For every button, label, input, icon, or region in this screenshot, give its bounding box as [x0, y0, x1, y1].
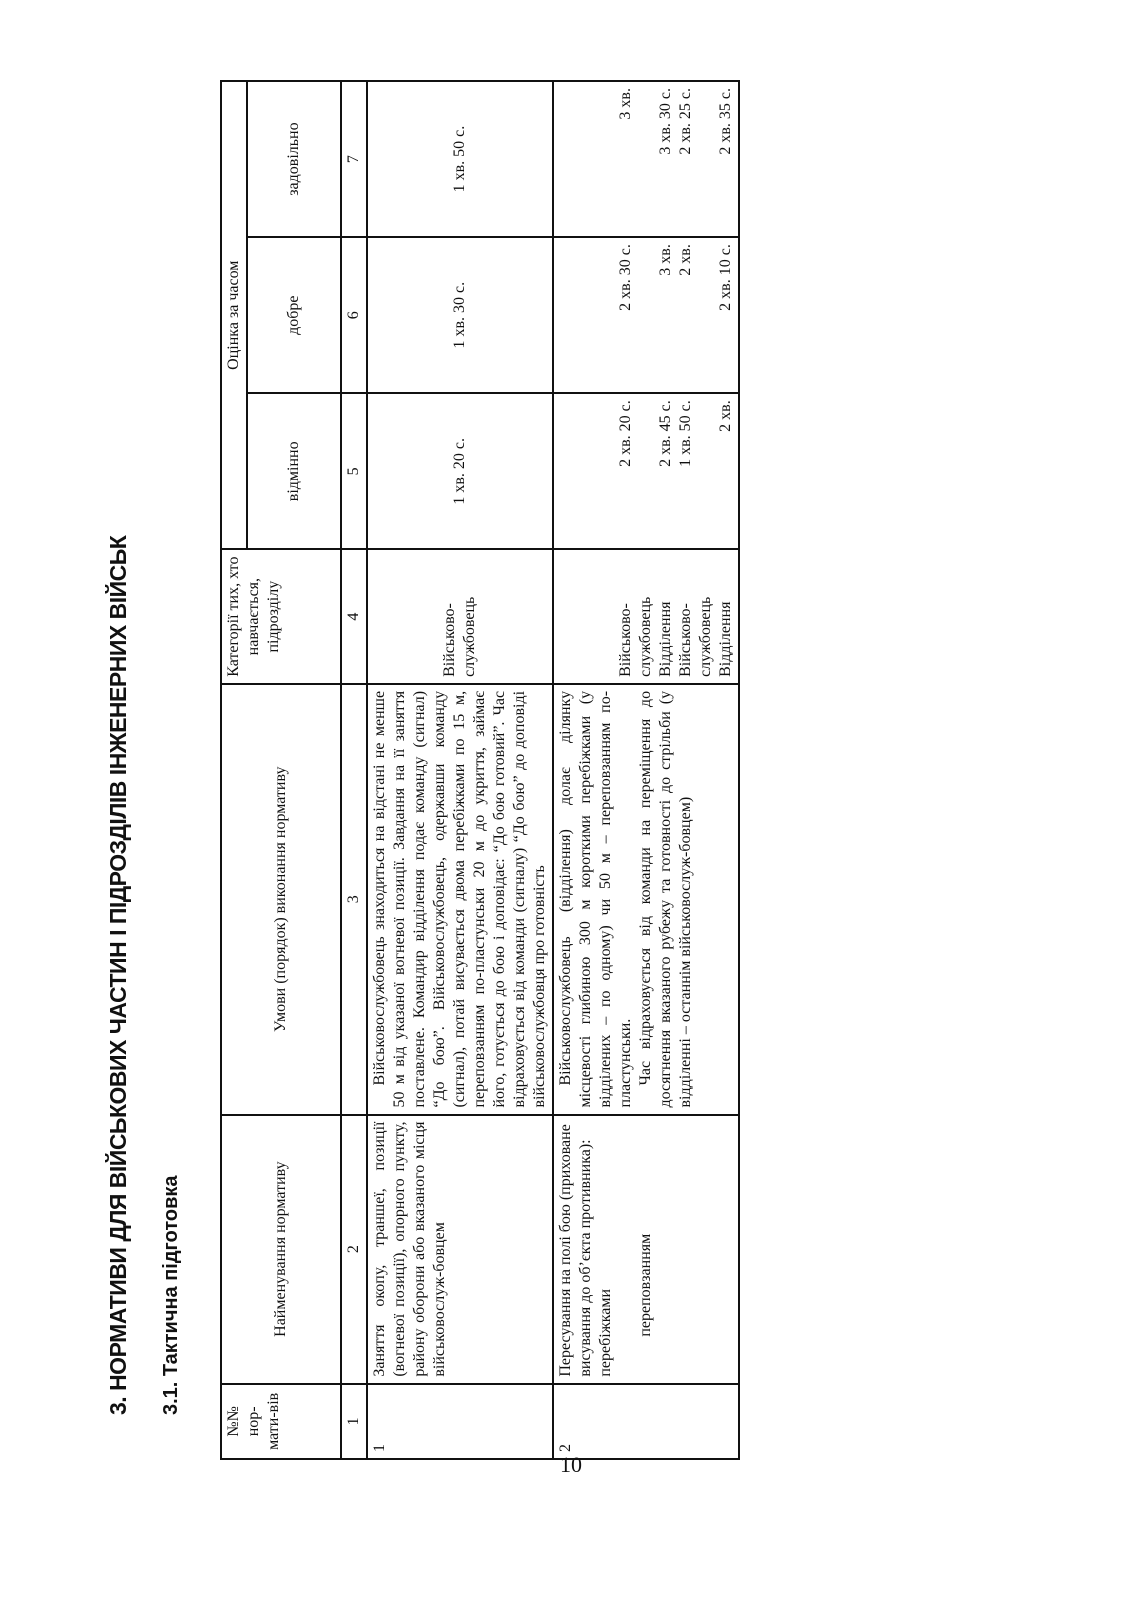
page-number: 10: [560, 1452, 582, 1477]
index-cell: 3: [341, 684, 367, 1115]
row-good: 1 хв. 30 с.: [367, 237, 553, 393]
row-conditions: Військовослужбовець знаходиться на відстані не менше 50 м від указаної вогневої позиції. Завдання на її заняття поставлене. Командир відділення подає команду (сигнал) “До бою”. Військовослужбовець, одержавши команду (сигнал), потай висувається двома перебіжками по 15 м, переповзанням по-пластунськи 20 м до укриття, займає його, готується до бою і доповідає: “До бою готовий”. Час відраховується від команди (сигналу) “До бою” до доповіді військовослужбовця про готовність: [367, 684, 553, 1115]
row-category: Військово-службовець: [367, 549, 553, 684]
row-satisfactory: 1 хв. 50 с.: [367, 81, 553, 237]
row-name: Заняття окопу, траншеї, позиції (вогневої позиції), опорного пункту, району оборони або вказаного місця військовослуж-бовцем: [367, 1115, 553, 1384]
row-excellent: [553, 393, 739, 549]
index-cell: 6: [341, 237, 367, 393]
index-cell: 1: [341, 1384, 367, 1459]
header-category: Категорії тих, хто навчається, підрозділу: [221, 549, 341, 684]
section-heading: 3. НОРМАТИВИ ДЛЯ ВІЙСЬКОВИХ ЧАСТИН І ПІДРОЗДІЛІВ ІНЖЕНЕРНИХ ВІЙСЬК: [105, 535, 131, 1415]
category-item: Відділення: [657, 601, 674, 677]
row-name-main: Пересування на полі бою (приховане висування до об’єкта противника):: [557, 1124, 594, 1377]
row-satisfactory: [553, 81, 739, 237]
table-row: [553, 81, 739, 1459]
header-excellent: відмінно: [247, 393, 341, 549]
index-row: [341, 81, 367, 1459]
time-value: 2 хв. 30 с.: [617, 244, 634, 311]
index-cell: 5: [341, 393, 367, 549]
row-conditions-p1: Військовослужбовець (відділення) долає ділянку місцевості глибиною 300 м короткими перебіжками (у відділених – по одному) чи 50 м – переповзанням по-пластунськи.: [557, 690, 634, 1108]
row-num: 2: [553, 1384, 739, 1459]
time-value: 2 хв. 25 с.: [677, 88, 694, 155]
header-good: добре: [247, 237, 341, 393]
index-cell: 2: [341, 1115, 367, 1384]
time-value: 3 хв. 30 с.: [657, 88, 674, 155]
row-good: [553, 237, 739, 393]
index-cell: 7: [341, 81, 367, 237]
header-satisfactory: задовільно: [247, 81, 341, 237]
subsection-heading: 3.1. Тактична підготовка: [160, 1175, 182, 1415]
category-item: Відділення: [717, 601, 734, 677]
time-value: 2 хв. 35 с.: [717, 88, 734, 155]
time-value: 3 хв.: [617, 88, 634, 120]
row-name: [553, 1115, 739, 1384]
header-row: [221, 81, 247, 1459]
row-conditions-p2: Час відраховується від команди на переміщення до досягнення вказаного рубежу та готовності до стрільби (у відділенні – останнім військовослуж-бовцем): [637, 690, 694, 1108]
time-value: 2 хв. 20 с.: [617, 400, 634, 467]
time-value: 2 хв.: [677, 244, 694, 276]
index-cell: 4: [341, 549, 367, 684]
category-item: Військово-службовець: [617, 596, 654, 677]
time-value: 2 хв. 45 с.: [657, 400, 674, 467]
standards-table: [220, 80, 740, 1460]
header-conditions: Умови (порядок) виконання нормативу: [221, 684, 341, 1115]
header-name: Найменування нормативу: [221, 1115, 341, 1384]
row-excellent: 1 хв. 20 с.: [367, 393, 553, 549]
table-row: [367, 81, 553, 1459]
category-item: Військово-службовець: [677, 596, 714, 677]
header-grade-group: Оцінка за часом: [221, 81, 247, 549]
time-value: 2 хв. 10 с.: [717, 244, 734, 311]
row-name-sub2: переповзанням: [637, 1233, 654, 1337]
row-category: [553, 549, 739, 684]
row-conditions: [553, 684, 739, 1115]
time-value: 2 хв.: [717, 400, 734, 432]
header-num: №№ нор-мати-вів: [221, 1384, 341, 1459]
row-num: 1: [367, 1384, 553, 1459]
row-name-sub1: перебіжками: [597, 1288, 614, 1377]
time-value: 3 хв.: [657, 244, 674, 276]
time-value: 1 хв. 50 с.: [677, 400, 694, 467]
